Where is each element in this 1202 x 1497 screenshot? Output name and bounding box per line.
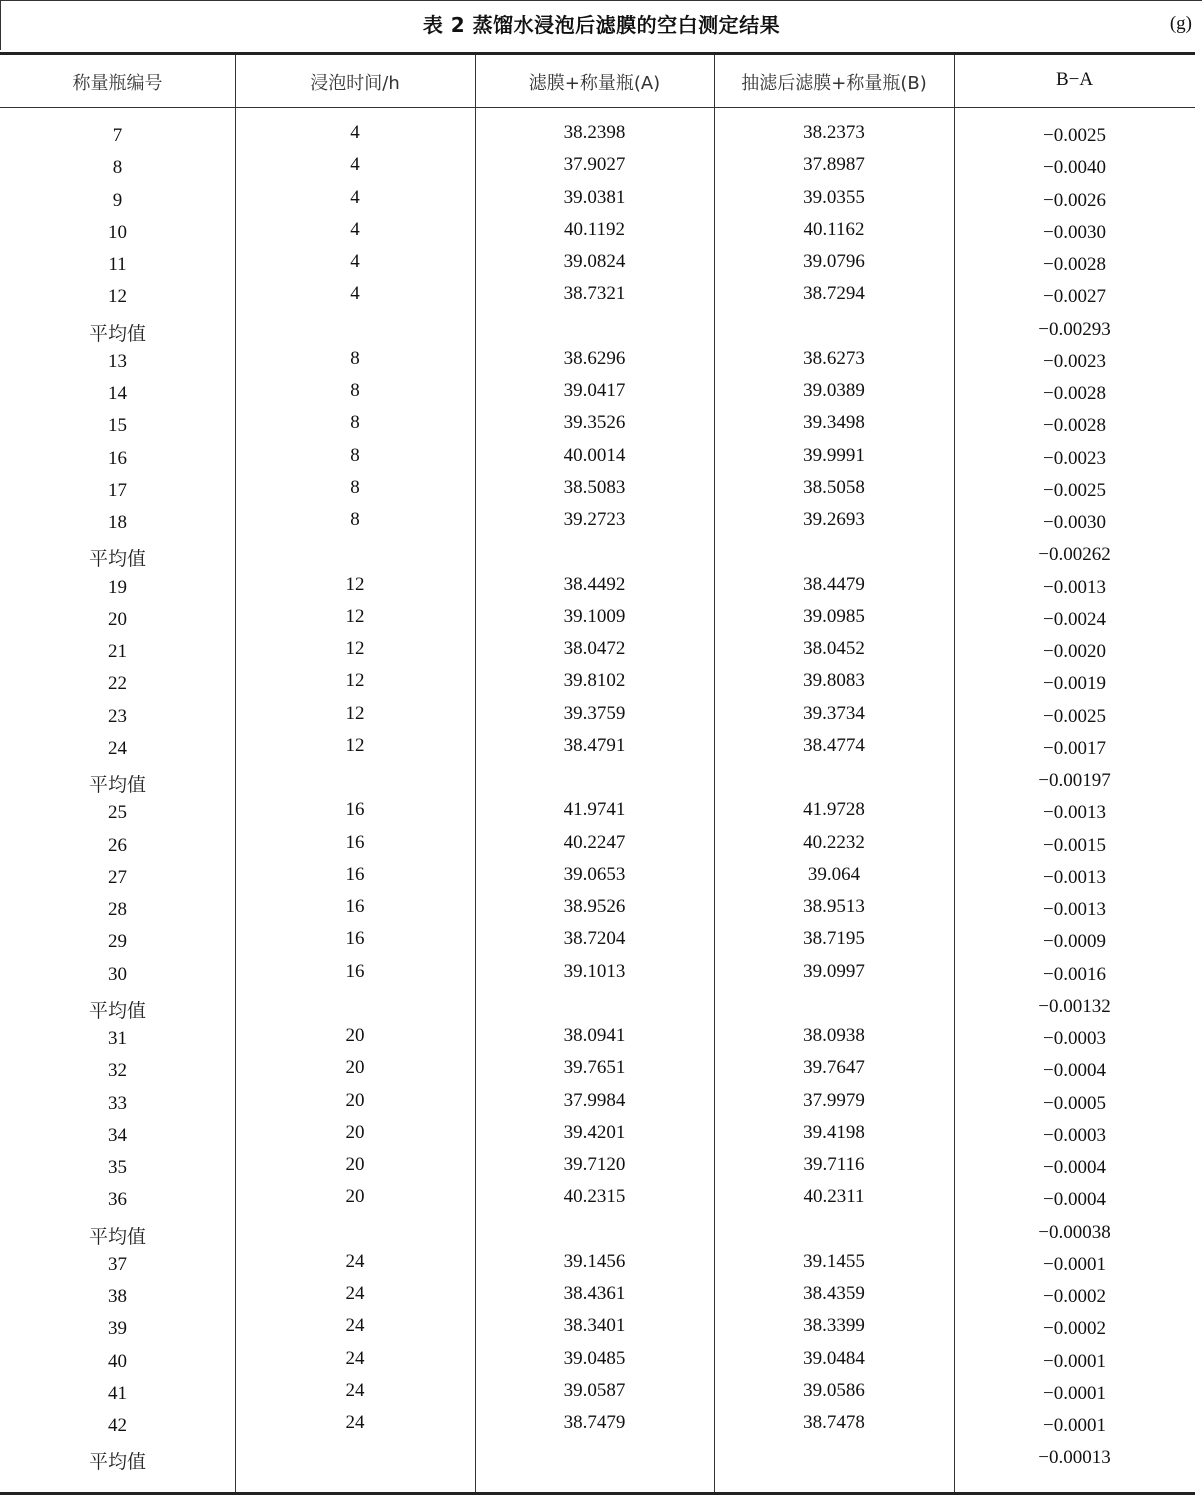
cell-difference: −0.00262: [1038, 544, 1111, 566]
cell-value-a: 38.7321: [563, 283, 626, 305]
cell-difference: −0.00293: [1038, 318, 1111, 340]
cell-value-b: 39.3734: [803, 702, 865, 724]
cell-value-a: 39.1456: [563, 1250, 626, 1272]
cell-value-b: 38.0452: [803, 638, 865, 659]
cell-value-b: 38.7478: [803, 1412, 865, 1433]
cell-bottle-id: 24: [108, 737, 127, 759]
cell-soak-time: 8: [350, 476, 360, 498]
cell-soak-time: 8: [350, 509, 360, 530]
cell-difference: −0.0001: [1043, 1253, 1106, 1275]
cell-value-a: 39.2723: [563, 509, 626, 530]
table-row: [0, 605, 1195, 641]
cell-bottle-id: 平均值: [88, 1451, 146, 1474]
table-row: [0, 1283, 1195, 1318]
average-row: [0, 319, 1195, 351]
cell-difference: −0.0017: [1043, 737, 1106, 759]
cell-difference: −0.0028: [1043, 383, 1106, 404]
cell-value-b: 40.2311: [803, 1186, 865, 1208]
cell-value-b: 39.064: [807, 863, 861, 885]
cell-bottle-id: 平均值: [88, 774, 146, 796]
cell-value-b: 39.8083: [803, 670, 865, 692]
cell-difference: −0.00038: [1038, 1221, 1111, 1243]
table-row: [0, 831, 1195, 867]
cell-difference: −0.0004: [1043, 1157, 1106, 1178]
cell-difference: −0.0025: [1043, 479, 1106, 501]
table-row: [0, 1379, 1195, 1415]
cell-difference: −0.0009: [1043, 931, 1106, 953]
cell-bottle-id: 39: [108, 1318, 127, 1340]
cell-bottle-id: 33: [108, 1092, 127, 1114]
cell-bottle-id: 平均值: [88, 999, 146, 1022]
cell-value-a: 38.4361: [563, 1283, 626, 1304]
table-title: 表 2 蒸馏水浸泡后滤膜的空白测定结果: [422, 13, 781, 37]
cell-bottle-id: 38: [108, 1286, 127, 1307]
cell-bottle-id: 37: [108, 1253, 127, 1275]
cell-value-b: 38.5058: [803, 476, 865, 498]
cell-value-a: 38.4791: [563, 734, 626, 756]
cell-soak-time: 8: [350, 412, 360, 434]
cell-value-b: 39.3498: [803, 412, 865, 434]
table-row: [0, 380, 1195, 415]
cell-difference: −0.0015: [1043, 834, 1106, 856]
table-row: [0, 1025, 1195, 1060]
cell-value-b: 39.9991: [803, 444, 865, 466]
table-row: [0, 928, 1195, 963]
cell-value-b: 39.0985: [803, 605, 865, 627]
average-row: [0, 1222, 1195, 1254]
table-row: [0, 444, 1195, 480]
cell-value-a: 39.1013: [563, 960, 626, 982]
cell-soak-time: 16: [345, 863, 365, 885]
cell-soak-time: 8: [350, 380, 360, 401]
cell-soak-time: 24: [345, 1250, 365, 1272]
table-row: [0, 1250, 1195, 1286]
table-row: [0, 896, 1195, 931]
cell-soak-time: 24: [345, 1379, 365, 1401]
cell-soak-time: 12: [345, 734, 365, 756]
cell-difference: −0.0002: [1043, 1286, 1106, 1307]
cell-soak-time: 12: [345, 638, 365, 659]
cell-soak-time: 12: [345, 702, 365, 724]
cell-value-a: 39.0587: [563, 1379, 626, 1401]
cell-difference: −0.0026: [1043, 189, 1106, 211]
cell-value-b: 38.0938: [803, 1025, 865, 1046]
cell-bottle-id: 32: [108, 1060, 127, 1082]
cell-value-b: 38.9513: [803, 896, 865, 917]
cell-soak-time: 12: [345, 670, 365, 692]
cell-value-b: 39.0355: [803, 186, 865, 208]
cell-bottle-id: 9: [112, 189, 123, 211]
cell-value-b: 41.9728: [803, 799, 865, 821]
cell-soak-time: 4: [350, 283, 360, 305]
cell-soak-time: 4: [350, 251, 360, 272]
cell-bottle-id: 7: [112, 125, 123, 146]
cell-difference: −0.0019: [1043, 673, 1106, 695]
cell-soak-time: 24: [345, 1412, 365, 1433]
cell-value-a: 39.3526: [563, 412, 626, 434]
cell-bottle-id: 30: [108, 963, 127, 985]
cell-value-a: 38.4492: [563, 573, 626, 595]
table-row: [0, 734, 1195, 770]
cell-difference: −0.0013: [1043, 576, 1106, 598]
cell-soak-time: 20: [345, 1025, 365, 1046]
cell-bottle-id: 36: [108, 1189, 127, 1211]
cell-value-a: 38.3401: [563, 1315, 626, 1337]
cell-value-b: 38.7195: [803, 928, 865, 950]
cell-difference: −0.0030: [1043, 512, 1106, 533]
table-row: [0, 960, 1195, 996]
cell-difference: −0.0027: [1043, 286, 1106, 308]
cell-value-a: 39.8102: [563, 670, 626, 692]
cell-value-b: 37.9979: [803, 1089, 865, 1111]
cell-bottle-id: 平均值: [88, 322, 146, 345]
cell-value-b: 38.6273: [803, 347, 865, 369]
header-film-bottle-b: 抽滤后滤膜+称量瓶(B): [741, 73, 927, 94]
cell-difference: −0.0023: [1043, 447, 1106, 469]
cell-value-a: 39.7651: [563, 1057, 626, 1079]
cell-difference: −0.0002: [1043, 1318, 1106, 1340]
header-film-bottle-a: 滤膜+称量瓶(A): [528, 73, 661, 94]
cell-value-b: 39.4198: [803, 1121, 865, 1143]
cell-value-b: 40.1162: [803, 218, 865, 240]
cell-difference: −0.0040: [1043, 157, 1106, 179]
cell-bottle-id: 14: [108, 383, 127, 404]
table-row: [0, 251, 1195, 286]
average-row: [0, 1447, 1195, 1479]
table-row: [0, 412, 1195, 447]
table-row: [0, 283, 1195, 318]
cell-soak-time: 24: [345, 1347, 365, 1369]
cell-bottle-id: 27: [108, 866, 127, 888]
data-table: [0, 52, 1195, 1495]
table-row: [0, 1412, 1195, 1447]
unit-label: (g): [1169, 13, 1192, 34]
cell-value-a: 39.0653: [563, 863, 626, 885]
cell-value-a: 38.6296: [563, 347, 626, 369]
cell-bottle-id: 22: [108, 673, 127, 695]
table-row: [0, 1121, 1195, 1157]
cell-value-a: 40.1192: [563, 218, 626, 240]
cell-difference: −0.0028: [1043, 415, 1106, 437]
cell-value-b: 38.4359: [803, 1283, 865, 1304]
cell-value-a: 40.2247: [563, 831, 626, 853]
cell-soak-time: 16: [345, 960, 365, 982]
cell-soak-time: 20: [345, 1121, 365, 1143]
cell-value-b: 39.0389: [803, 380, 865, 401]
cell-value-b: 37.8987: [803, 154, 865, 176]
table-row: [0, 218, 1195, 254]
cell-bottle-id: 10: [108, 221, 127, 243]
table-row: [0, 347, 1195, 383]
cell-bottle-id: 40: [108, 1350, 127, 1372]
table-row: [0, 154, 1195, 189]
cell-difference: −0.0028: [1043, 254, 1106, 275]
cell-value-b: 39.0586: [803, 1379, 865, 1401]
cell-value-a: 39.0381: [563, 186, 626, 208]
cell-difference: −0.0004: [1043, 1189, 1106, 1211]
table-row: [0, 509, 1195, 544]
table-row: [0, 702, 1195, 738]
table-header: [0, 55, 1195, 108]
cell-soak-time: 20: [345, 1186, 365, 1208]
cell-value-a: 40.2315: [563, 1186, 626, 1208]
cell-value-b: 39.0484: [803, 1347, 865, 1369]
cell-bottle-id: 12: [108, 286, 127, 308]
cell-bottle-id: 28: [108, 899, 127, 920]
table-row: [0, 1089, 1195, 1125]
cell-difference: −0.0001: [1043, 1415, 1106, 1436]
table-row: [0, 1154, 1195, 1189]
cell-bottle-id: 13: [108, 350, 127, 372]
table-row: [0, 122, 1195, 157]
cell-soak-time: 8: [350, 444, 360, 466]
cell-value-a: 37.9984: [563, 1089, 626, 1111]
cell-soak-time: 24: [345, 1315, 365, 1337]
cell-bottle-id: 26: [108, 834, 127, 856]
cell-difference: −0.0001: [1043, 1382, 1106, 1404]
table-row: [0, 1186, 1195, 1221]
cell-value-a: 38.7479: [563, 1412, 626, 1433]
cell-difference: −0.0013: [1043, 802, 1106, 824]
cell-bottle-id: 17: [108, 479, 127, 501]
cell-bottle-id: 11: [108, 254, 127, 275]
cell-value-a: 39.7120: [563, 1154, 626, 1175]
cell-soak-time: 4: [350, 122, 360, 143]
cell-soak-time: 4: [350, 218, 360, 240]
table-row: [0, 1057, 1195, 1092]
average-row: [0, 544, 1195, 576]
cell-value-b: 39.1455: [803, 1250, 865, 1272]
cell-difference: −0.0005: [1043, 1092, 1106, 1114]
cell-value-a: 41.9741: [563, 799, 626, 821]
average-row: [0, 996, 1195, 1028]
cell-soak-time: 12: [345, 573, 365, 595]
header-bottle-id: 称量瓶编号: [72, 73, 163, 94]
cell-value-b: 39.7116: [803, 1154, 865, 1175]
cell-bottle-id: 15: [108, 415, 127, 437]
cell-value-a: 39.1009: [563, 605, 626, 627]
cell-soak-time: 4: [350, 186, 360, 208]
cell-value-a: 38.9526: [563, 896, 626, 917]
cell-bottle-id: 35: [108, 1157, 127, 1178]
cell-value-b: 40.2232: [803, 831, 865, 853]
cell-bottle-id: 29: [108, 931, 127, 953]
cell-value-a: 38.2398: [563, 122, 626, 143]
cell-difference: −0.00132: [1038, 995, 1111, 1017]
cell-soak-time: 20: [345, 1089, 365, 1111]
cell-bottle-id: 25: [108, 802, 127, 824]
cell-value-a: 38.7204: [563, 928, 626, 950]
cell-value-a: 40.0014: [563, 444, 626, 466]
cell-difference: −0.0025: [1043, 125, 1106, 146]
header-difference: B−A: [1055, 69, 1094, 90]
cell-difference: −0.0003: [1043, 1124, 1106, 1146]
cell-difference: −0.0016: [1043, 963, 1106, 985]
cell-value-a: 38.0941: [563, 1025, 626, 1046]
cell-bottle-id: 19: [108, 576, 127, 598]
cell-difference: −0.0004: [1043, 1060, 1106, 1082]
table-caption-bar: [0, 0, 1202, 50]
cell-difference: −0.0024: [1043, 608, 1106, 630]
cell-bottle-id: 8: [112, 157, 123, 179]
cell-bottle-id: 16: [108, 447, 127, 469]
cell-soak-time: 8: [350, 347, 360, 369]
cell-soak-time: 24: [345, 1283, 365, 1304]
cell-soak-time: 12: [345, 605, 365, 627]
cell-difference: −0.00013: [1038, 1447, 1111, 1469]
cell-value-a: 39.4201: [563, 1121, 626, 1143]
cell-bottle-id: 20: [108, 608, 127, 630]
cell-value-b: 38.3399: [803, 1315, 865, 1337]
cell-soak-time: 16: [345, 928, 365, 950]
cell-value-a: 39.3759: [563, 702, 626, 724]
cell-value-b: 38.4479: [803, 573, 865, 595]
cell-difference: −0.0020: [1043, 641, 1106, 662]
cell-soak-time: 4: [350, 154, 360, 176]
cell-difference: −0.0001: [1043, 1350, 1106, 1372]
cell-difference: −0.0025: [1043, 705, 1106, 727]
cell-difference: −0.0013: [1043, 866, 1106, 888]
table-row: [0, 476, 1195, 512]
cell-value-b: 38.7294: [803, 283, 865, 305]
cell-value-a: 38.0472: [563, 638, 626, 659]
cell-value-b: 38.2373: [803, 122, 865, 143]
cell-bottle-id: 平均值: [88, 1225, 146, 1248]
header-soak-time: 浸泡时间/h: [310, 73, 400, 94]
cell-value-b: 39.0997: [803, 960, 865, 982]
table-row: [0, 186, 1195, 222]
cell-value-a: 37.9027: [563, 154, 626, 176]
cell-bottle-id: 18: [108, 512, 127, 533]
cell-soak-time: 20: [345, 1057, 365, 1079]
table-row: [0, 863, 1195, 899]
cell-value-b: 39.7647: [803, 1057, 865, 1079]
cell-bottle-id: 41: [108, 1382, 127, 1404]
cell-bottle-id: 23: [108, 705, 127, 727]
cell-soak-time: 20: [345, 1154, 365, 1175]
cell-difference: −0.0030: [1043, 221, 1106, 243]
cell-value-a: 39.0417: [563, 380, 626, 401]
cell-difference: −0.0023: [1043, 350, 1106, 372]
cell-bottle-id: 21: [108, 641, 127, 662]
cell-bottle-id: 42: [108, 1415, 127, 1436]
cell-bottle-id: 34: [108, 1124, 127, 1146]
cell-value-b: 38.4774: [803, 734, 865, 756]
cell-bottle-id: 31: [108, 1028, 127, 1049]
table-row: [0, 573, 1195, 609]
cell-value-a: 39.0824: [563, 251, 626, 272]
cell-difference: −0.0003: [1043, 1028, 1106, 1049]
cell-difference: −0.00197: [1038, 770, 1111, 791]
cell-value-b: 39.0796: [803, 251, 865, 272]
table-row: [0, 670, 1195, 705]
cell-soak-time: 16: [345, 831, 365, 853]
cell-difference: −0.0013: [1043, 899, 1106, 920]
cell-bottle-id: 平均值: [88, 548, 146, 571]
table-row: [0, 638, 1195, 673]
average-row: [0, 770, 1195, 802]
table-row: [0, 799, 1195, 834]
cell-soak-time: 16: [345, 799, 365, 821]
cell-soak-time: 16: [345, 896, 365, 917]
cell-value-a: 38.5083: [563, 476, 626, 498]
cell-value-a: 39.0485: [563, 1347, 626, 1369]
table-row: [0, 1315, 1195, 1350]
table-row: [0, 1347, 1195, 1383]
cell-value-b: 39.2693: [803, 509, 865, 530]
